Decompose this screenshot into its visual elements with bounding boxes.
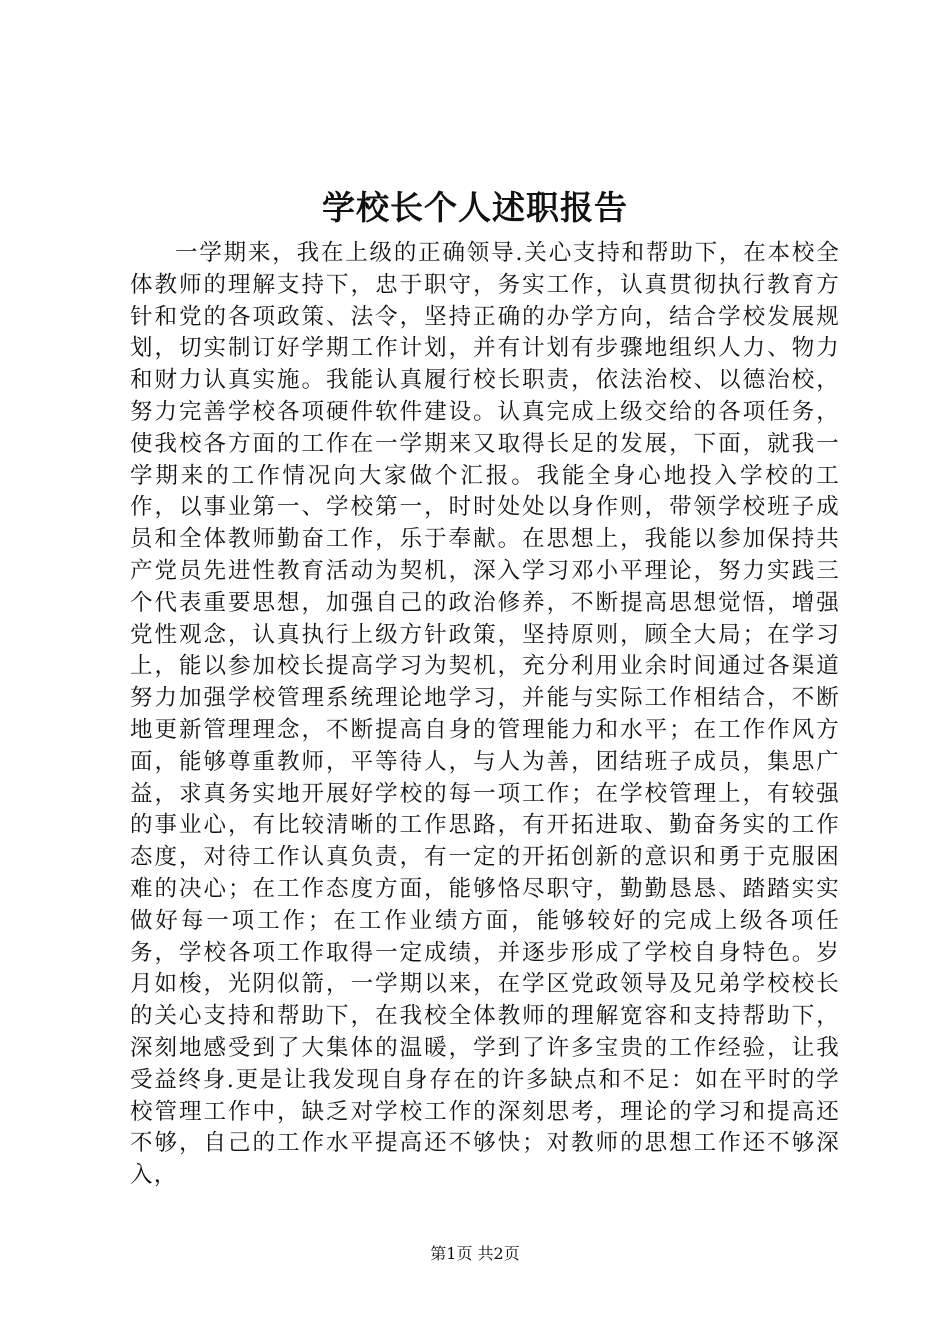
page-footer: 第1页 共2页 [430,1244,520,1263]
body-paragraph: 一学期来，我在上级的正确领导.关心支持和帮助下，在本校全体教师的理解支持下，忠于职守，务实工作，认真贯彻执行教育方针和党的各项政策、法令，坚持正确的办学方向，结合学校发展规划，切实制订好学期工作计划，并有计划有步骤地组织人力、物力和财力认真实施。我能认真履行校长职责，依法治校、以德治校，努力完善学校各项硬件软件建设。认真完成上级交给的各项任务，使我校各方面的工作在一学期来又取得长足的发展，下面，就我一学期来的工作情况向大家做个汇报。我能全身心地投入学校的工作，以事业第一、学校第一，时时处处以身作则，带领学校班子成员和全体教师勤奋工作，乐于奉献。在思想上，我能以参加保持共产党员先进性教育活动为契机，深入学习邓小平理论，努力实践三个代表重要思想，加强自己的政治修养，不断提高思想觉悟，增强党性观念，认真执行上级方针政策，坚持原则，顾全大局；在学习上，能以参加校长提高学习为契机，充分利用业余时间通过各渠道努力加强学校管理系统理论地学习，并能与实际工作相结合，不断地更新管理理念，不断提高自身的管理能力和水平；在工作作风方面，能够尊重教师，平等待人，与人为善，团结班子成员，集思广益，求真务实地开展好学校的每一项工作；在学校管理上，有较强的事业心，有比较清晰的工作思路，有开拓进取、勤奋务实的工作态度，对待工作认真负责，有一定的开拓创新的意识和勇于克服困难的决心；在工作态度方面，能够恪尽职守，勤勤恳恳、踏踏实实做好每一项工作；在工作业绩方面，能够较好的完成上级各项任务，学校各项工作取得一定成绩，并逐步形成了学校自身特色。岁月如梭，光阴似箭，一学期以来，在学区党政领导及兄弟学校校长的关心支持和帮助下，在我校全体教师的理解宽容和支持帮助下，深刻地感受到了大集体的温暖，学到了许多宝贵的工作经验，让我受益终身.更是让我发现自身存在的许多缺点和不足：如在平时的学校管理工作中，缺乏对学校工作的深刻思考，理论的学习和提高还不够，自己的工作水平提高还不够快；对教师的思想工作还不够深入， [130,240,840,1189]
document-title: 学校长个人述职报告 [322,188,628,227]
